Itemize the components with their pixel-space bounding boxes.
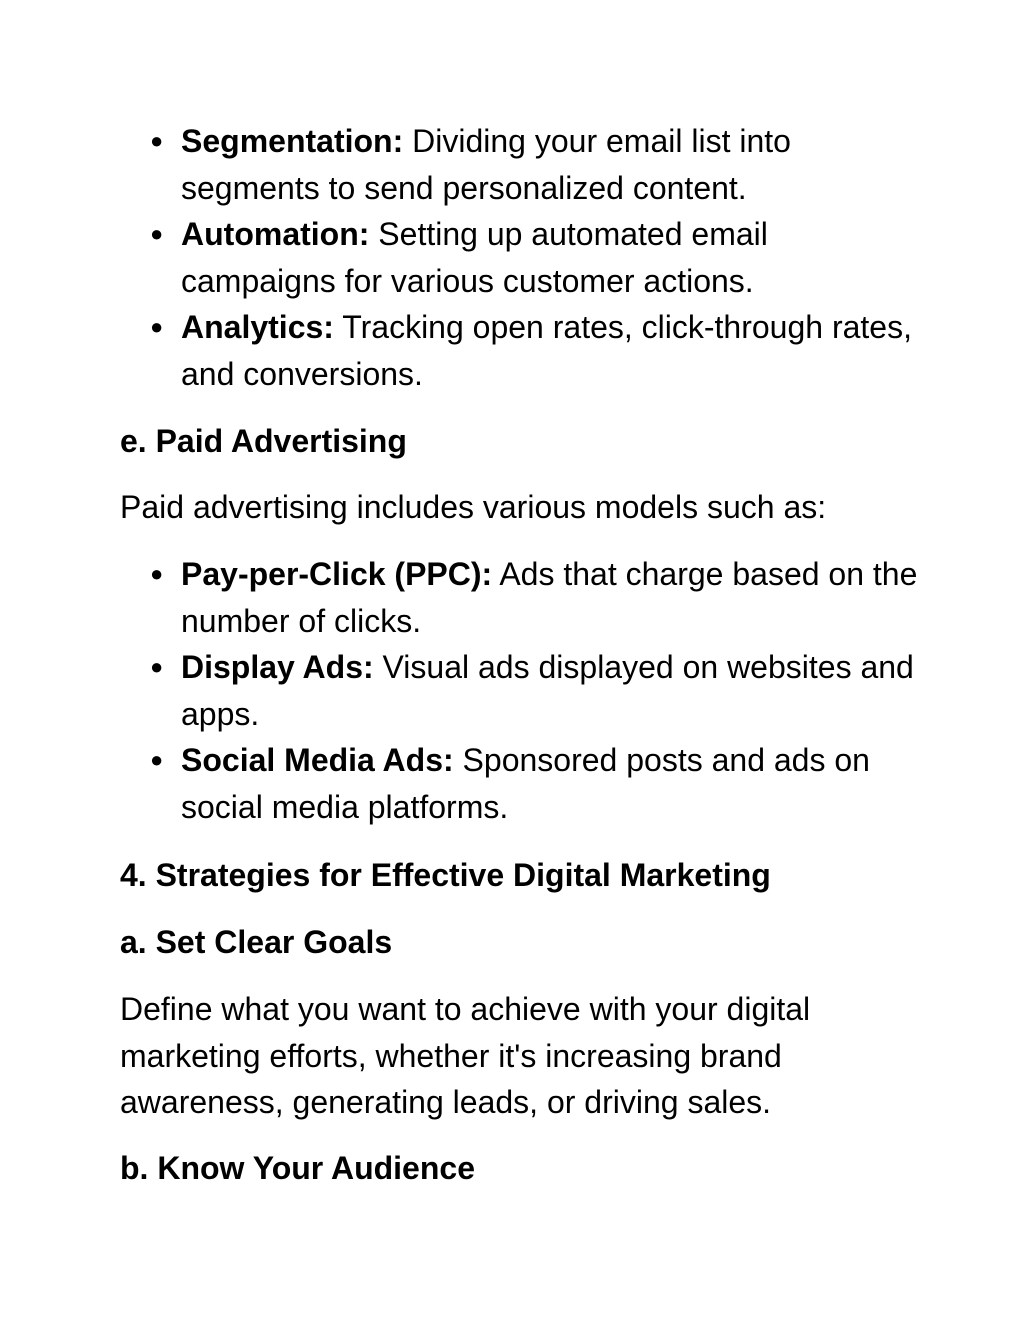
paid-advertising-bullet-list — [150, 551, 930, 830]
paid-advertising-heading: e. Paid Advertising — [120, 423, 407, 459]
list-item-social-media-ads — [150, 737, 930, 830]
bullet-icon: ● — [150, 314, 164, 339]
bullet-icon: ● — [150, 654, 164, 679]
paid-advertising-intro: Paid advertising includes various models such as: — [120, 489, 827, 525]
set-clear-goals-paragraph: Define what you want to achieve with your digital marketing efforts, whether it's increasing brand awareness, generating leads, or driving sales. — [120, 991, 811, 1120]
bullet-icon: ● — [150, 561, 164, 586]
list-item-analytics — [150, 304, 930, 397]
bullet-term: Pay-per-Click (PPC): — [181, 556, 493, 592]
bullet-text: Sponsored posts and ads on social media platforms. — [181, 742, 870, 825]
bullet-term: Display Ads: — [181, 649, 374, 685]
bullet-term: Analytics: — [181, 309, 334, 345]
bullet-text: Tracking open rates, click-through rates, and conversions. — [181, 309, 912, 392]
bullet-text: Ads that charge based on the number of clicks. — [181, 556, 918, 639]
bullet-text: Visual ads displayed on websites and apps. — [181, 649, 914, 732]
bullet-icon: ● — [150, 128, 164, 153]
know-your-audience-heading: b. Know Your Audience — [120, 1150, 475, 1186]
list-item-display-ads — [150, 644, 930, 737]
bullet-icon: ● — [150, 221, 164, 246]
email-marketing-bullet-list — [150, 118, 930, 397]
bullet-term: Automation: — [181, 216, 370, 252]
list-item-segmentation — [150, 118, 930, 211]
list-item-ppc — [150, 551, 930, 644]
bullet-term: Social Media Ads: — [181, 742, 454, 778]
set-clear-goals-heading: a. Set Clear Goals — [120, 924, 393, 960]
bullet-term: Segmentation: — [181, 123, 404, 159]
bullet-icon: ● — [150, 747, 164, 772]
bullet-text: Setting up automated email campaigns for various customer actions. — [181, 216, 768, 299]
list-item-automation — [150, 211, 930, 304]
bullet-text: Dividing your email list into segments to send personalized content. — [181, 123, 791, 206]
strategies-heading: 4. Strategies for Effective Digital Marketing — [120, 857, 771, 893]
